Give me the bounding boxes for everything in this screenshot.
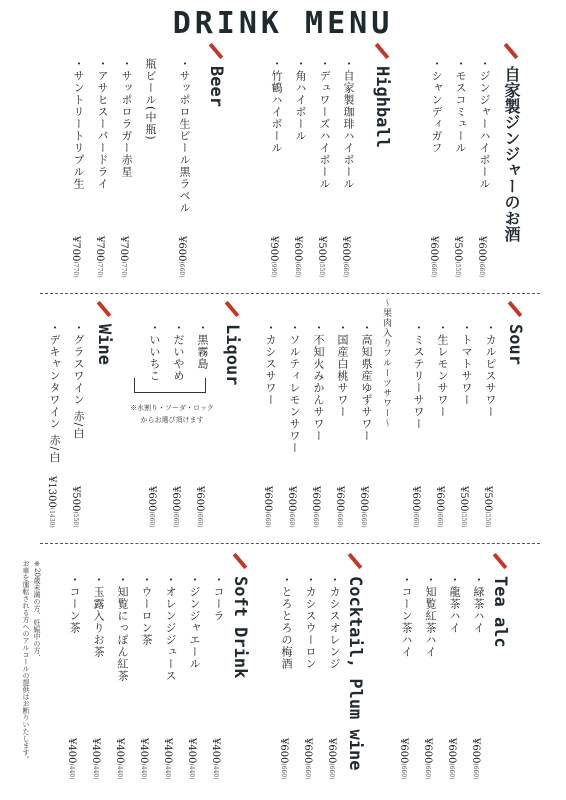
menu-item: ・黒霧島 [196, 322, 209, 370]
price: ¥600(660) [358, 486, 369, 528]
menu-item: 〜果肉入りフルーツサワー〜 [381, 298, 391, 428]
menu-item: ・いいちこ [148, 322, 161, 382]
menu-item: ・シャンディガフ [430, 58, 443, 154]
heading-highball: Highball [372, 42, 392, 148]
price: ¥600(660) [428, 236, 439, 278]
price: ¥600(660) [410, 486, 421, 528]
menu-item: ・サントリートリプル生 [72, 58, 85, 190]
heading-beer: Beer [206, 42, 226, 107]
price: ¥500(550) [452, 236, 463, 278]
price: ¥600(660) [278, 738, 289, 780]
heading-jikasei: 自家製ジンジャーのお酒 [500, 42, 523, 242]
price: ¥400(440) [162, 738, 173, 780]
liqour-bracket [134, 378, 206, 393]
menu-item: ・カルピスサワー [484, 322, 497, 418]
menu-item: ・竹鶴ハイボール [270, 58, 283, 154]
menu-item: ・コーン茶ハイ [400, 574, 413, 658]
menu-item: ・国産白桃サワー [336, 322, 349, 418]
price: ¥1300(1430) [46, 476, 57, 528]
menu-item: ・だいやめ [172, 322, 185, 382]
accent-slash-icon [375, 43, 390, 59]
heading-wine: Wine [94, 300, 114, 365]
menu-item: ・とろとろの梅酒 [280, 574, 293, 670]
price: ¥700(770) [94, 236, 105, 278]
price: ¥600(660) [340, 236, 351, 278]
menu-item: ・オレンジジュース [164, 574, 177, 682]
price: ¥700(770) [70, 236, 81, 278]
section-divider [40, 293, 540, 294]
accent-slash-icon [348, 553, 363, 569]
heading-cocktail: Cocktail, Plum wine [345, 552, 365, 770]
accent-slash-icon [209, 43, 224, 59]
menu-item: ・ソルティレモンサワー [288, 322, 301, 454]
menu-item: ・緑茶ハイ [472, 574, 485, 634]
price: ¥500(550) [482, 486, 493, 528]
price: ¥600(660) [286, 486, 297, 528]
heading-tea: Tea alc [490, 552, 510, 648]
price: ¥400(440) [66, 738, 77, 780]
accent-slash-icon [225, 301, 240, 317]
menu-item: ・ジンジャーハイボール [478, 58, 491, 190]
section-divider [40, 543, 540, 544]
price: ¥600(660) [176, 236, 187, 278]
price: ¥600(660) [422, 738, 433, 780]
price: ¥600(660) [310, 486, 321, 528]
menu-item: ・カシスウーロン [304, 574, 317, 670]
price: ¥600(660) [170, 486, 181, 528]
alcohol-footnote: ※20歳未満の方、妊娠中の方、 お車を運転される方へのアルコールの提供はお断りいたします。 [22, 560, 41, 763]
menu-item: ・デュワーズハイボール [318, 58, 331, 190]
accent-slash-icon [508, 301, 523, 317]
accent-slash-icon [97, 301, 112, 317]
heading-liqour: Liqour [222, 300, 242, 385]
menu-item: ・ジンジャエール [188, 574, 201, 670]
price: ¥400(440) [186, 738, 197, 780]
price: ¥600(660) [470, 738, 481, 780]
menu-item: ・ミステリーサワー [412, 322, 425, 430]
menu-item: ・不知火みかんサワー [312, 322, 325, 442]
menu-item: ・角ハイボール [294, 58, 307, 142]
menu-item: ・知覧にっぽん紅茶 [116, 574, 129, 682]
accent-slash-icon [233, 553, 248, 569]
heading-soft: Soft Drink [230, 552, 250, 678]
price: ¥500(550) [316, 236, 327, 278]
menu-item: 瓶ビール(中瓶) [144, 58, 157, 141]
price: ¥500(550) [458, 486, 469, 528]
price: ¥600(660) [446, 738, 457, 780]
price: ¥900(990) [268, 236, 279, 278]
menu-item: ・自家製珈琲ハイボール [342, 58, 355, 190]
menu-item: ・生レモンサワー [436, 322, 449, 418]
price: ¥400(440) [138, 738, 149, 780]
price: ¥600(660) [292, 236, 303, 278]
menu-item: ・サッポロラガー赤星 [120, 58, 133, 178]
price: ¥600(660) [334, 486, 345, 528]
menu-item: ・グラスワイン 赤/白 [72, 322, 85, 440]
menu-item: ・アサヒスーパードライ [96, 58, 109, 190]
menu-item: ・ウーロン茶 [140, 574, 153, 646]
price: ¥400(440) [114, 738, 125, 780]
menu-item: ・コーラ [212, 574, 225, 622]
menu-item: ・モスコミュール [454, 58, 467, 154]
menu-item: ・トマトサワー [460, 322, 473, 406]
menu-item: ・玉露入りお茶 [92, 574, 105, 658]
price: ¥600(660) [476, 236, 487, 278]
price: ¥600(660) [302, 738, 313, 780]
price: ¥400(440) [210, 738, 221, 780]
price: ¥700(770) [118, 236, 129, 278]
price: ¥600(660) [194, 486, 205, 528]
heading-sour: Sour [505, 300, 525, 365]
price: ¥400(440) [90, 738, 101, 780]
menu-item: ・サッポロ生ビール黒ラベル [178, 58, 191, 214]
liqour-note: ※水割り・ソーダ・ロック からお選び頂けます [130, 404, 214, 424]
menu-item: ・龍茶ハイ [448, 574, 461, 634]
price: ¥500(550) [70, 486, 81, 528]
price: ¥600(660) [326, 738, 337, 780]
price: ¥600(660) [398, 738, 409, 780]
menu-item: ・デキャンタワイン 赤/白 [48, 322, 61, 464]
page-title: DRINK MENU [172, 6, 394, 41]
menu-item: ・カシスサワー [264, 322, 277, 406]
menu-item: ・コーン茶 [68, 574, 81, 634]
price: ¥600(660) [262, 486, 273, 528]
price: ¥600(660) [434, 486, 445, 528]
price: ¥600(660) [146, 486, 157, 528]
menu-item: ・知覧紅茶ハイ [424, 574, 437, 658]
menu-item: ・カシスオレンジ [328, 574, 341, 670]
menu-item: ・高知県産ゆずサワー [360, 322, 373, 442]
accent-slash-icon [493, 553, 508, 569]
accent-slash-icon [504, 43, 519, 59]
